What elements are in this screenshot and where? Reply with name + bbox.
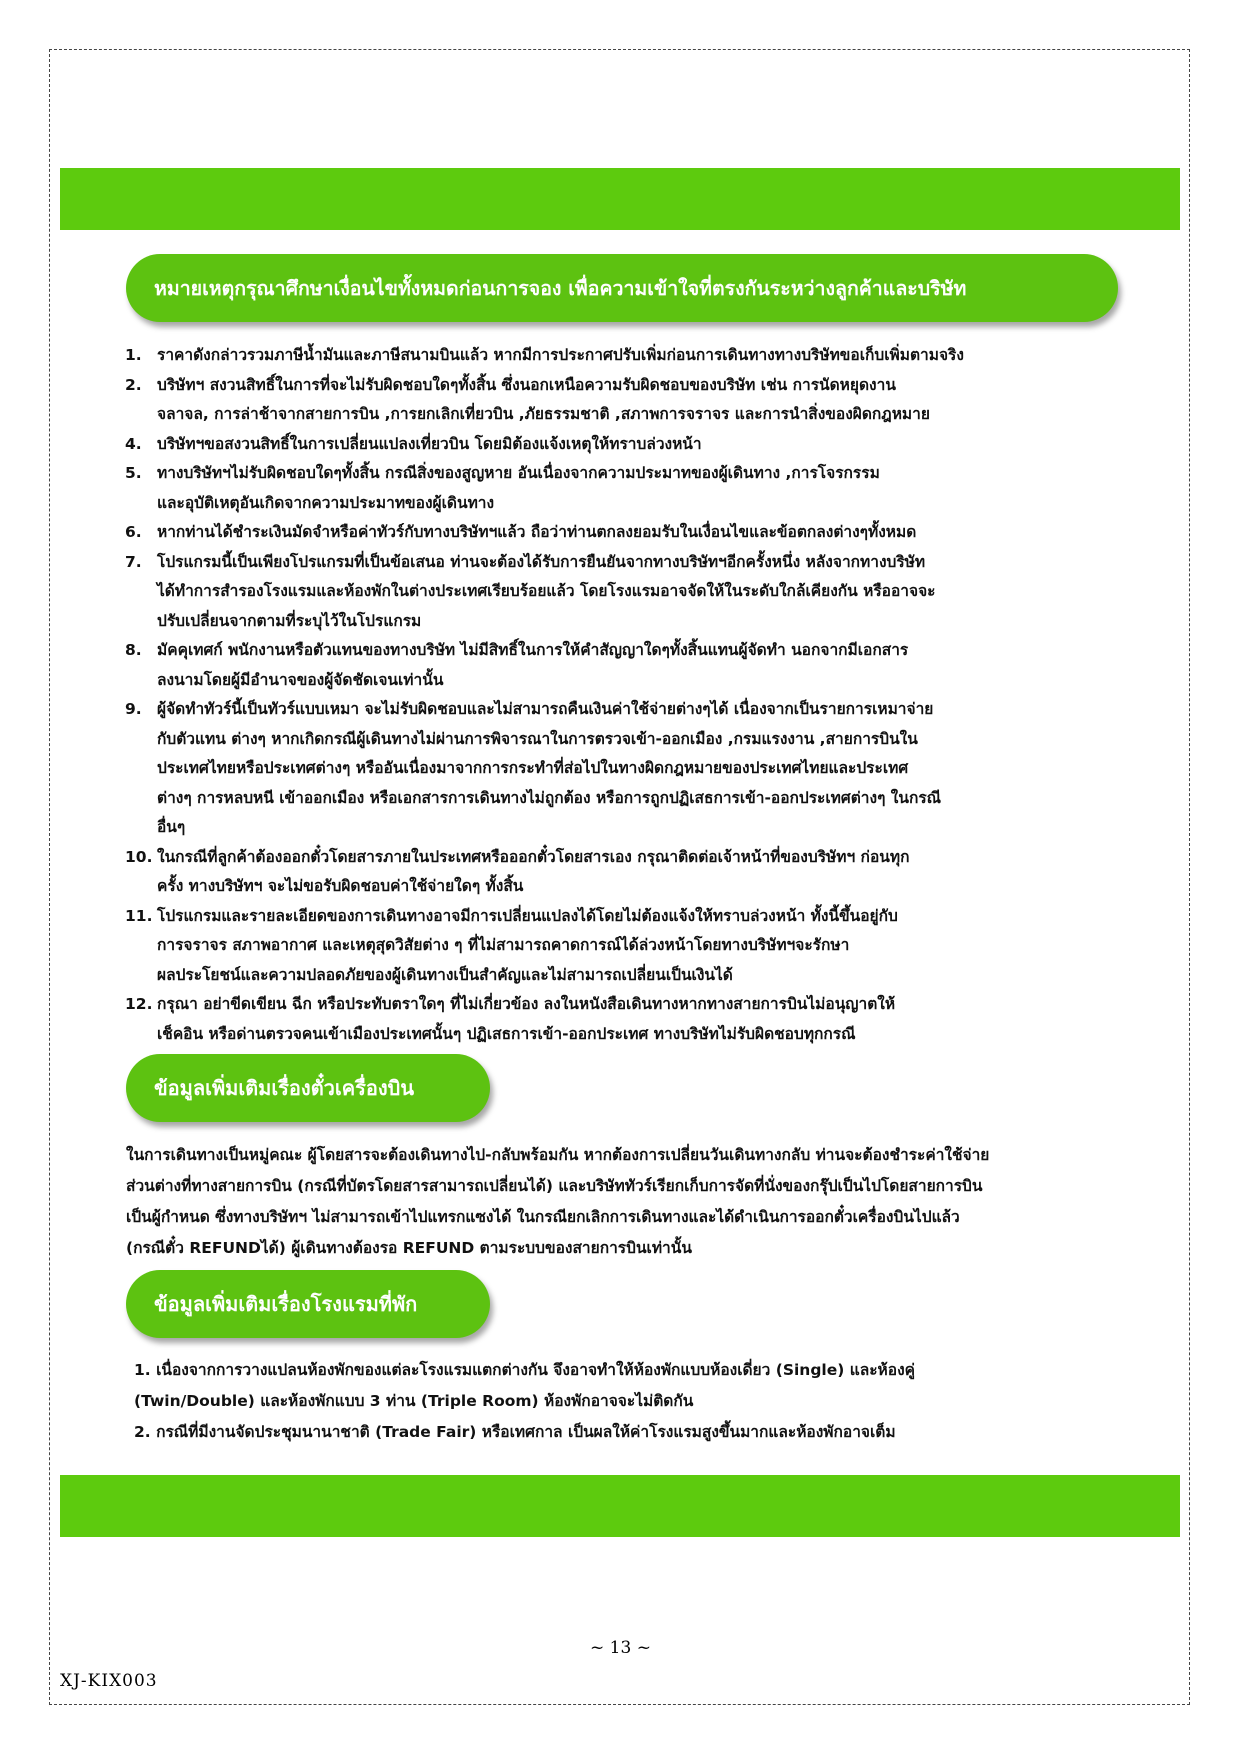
note-number: 11. (125, 906, 153, 925)
note-number: 7. (125, 552, 142, 571)
note-line: ครั้ง ทางบริษัทฯ จะไม่ขอรับผิดชอบค่าใช้จ่ายใดๆ ทั้งสิ้น (157, 877, 524, 895)
note-line: ได้ทำการสำรองโรงแรมและห้องพักในต่างประเทศเรียบร้อยแล้ว โดยโรงแรมอาจจัดให้ในระดับใกล้เคียงกัน หรืออาจจะ (157, 582, 936, 600)
note-item (125, 430, 1125, 460)
note-line: หากท่านได้ชำระเงินมัดจำหรือค่าทัวร์กับทางบริษัทฯแล้ว ถือว่าท่านตกลงยอมรับในเงื่อนไขและข้อตกลงต่างๆทั้งหมด (157, 523, 917, 541)
note-number: 1. (125, 346, 142, 364)
note-line: ในกรณีที่ลูกค้าต้องออกตั๋วโดยสารภายในประเทศหรือออกตั๋วโดยสารเอง กรุณาติดต่อเจ้าหน้าที่ของบริษัทฯ ก่อนทุก (157, 847, 910, 866)
flight-info-line: เป็นผู้กำหนด ซึ่งทางบริษัทฯ ไม่สามารถเข้าไปแทรกแซงได้ ในกรณียกเลิกการเดินทางและได้ดำเนินการออกตั๋วเครื่องบินไปแล้ว (126, 1208, 960, 1226)
note-line: ผู้จัดทำทัวร์นี้เป็นทัวร์แบบเหมา จะไม่รับผิดชอบและไม่สามารถคืนเงินค่าใช้จ่ายต่างๆได้ เนื่องจากเป็นรายการเหมาจ่าย (157, 700, 934, 718)
note-line: และอุบัติเหตุอันเกิดจากความประมาทของผู้เดินทาง (157, 493, 495, 512)
note-number: 6. (125, 523, 142, 541)
flight-info-paragraph (126, 1140, 1126, 1264)
note-item (125, 371, 1125, 430)
note-item (125, 518, 1125, 548)
note-line: การจราจร สภาพอากาศ และเหตุสุดวิสัยต่าง ๆ ที่ไม่สามารถคาดการณ์ได้ล่วงหน้าโดยทางบริษัทฯจะรักษา (157, 936, 850, 954)
flight-info-line: (กรณีตั๋ว REFUNDได้) ผู้เดินทางต้องรอ REFUND ตามระบบของสายการบินเท่านั้น (126, 1239, 692, 1257)
note-line: ลงนามโดยผู้มีอำนาจของผู้จัดชัดเจนเท่านั้น (157, 670, 444, 689)
notes-section-title: หมายเหตุกรุณาศึกษาเงื่อนไขทั้งหมดก่อนการจอง เพื่อความเข้าใจที่ตรงกันระหว่างลูกค้าและบริษัท (126, 254, 1118, 322)
flight-info-line: ส่วนต่างที่ทางสายการบิน (กรณีที่บัตรโดยสารสามารถเปลี่ยนได้) และบริษัททัวร์เรียกเก็บการจัดที่นั่งของกรุ๊ปเป็นไปโดยสายการบิน (126, 1177, 983, 1195)
note-number: 10. (125, 847, 153, 866)
page-number: ~ 13 ~ (590, 1638, 651, 1658)
note-line: ประเทศไทยหรือประเทศต่างๆ หรืออันเนื่องมาจากการกระทำที่ส่อไปในทางผิดกฎหมายของประเทศไทยและประเทศ (157, 759, 909, 777)
note-item (125, 902, 1125, 991)
note-item (125, 459, 1125, 518)
note-line: โปรแกรมและรายละเอียดของการเดินทางอาจมีการเปลี่ยนแปลงได้โดยไม่ต้องแจ้งให้ทราบล่วงหน้า ทั้งนี้ขึ้นอยู่กับ (157, 906, 898, 925)
note-line: จลาจล, การล่าช้าจากสายการบิน ,การยกเลิกเที่ยวบิน ,ภัยธรรมชาติ ,สภาพการจราจร และการนำสิ่งของผิดกฎหมาย (157, 405, 930, 423)
note-line: ทางบริษัทฯไม่รับผิดชอบใดๆทั้งสิ้น กรณีสิ่งของสูญหาย อันเนื่องจากความประมาทของผู้เดินทาง ,การโจรกรรม (157, 464, 880, 482)
note-line: โปรแกรมนี้เป็นเพียงโปรแกรมที่เป็นข้อเสนอ ท่านจะต้องได้รับการยืนยันจากทางบริษัทฯอีกครั้งหนึ่ง หลังจากทางบริษัท (157, 552, 926, 571)
note-number: 8. (125, 641, 142, 659)
note-line: อื่นๆ (157, 818, 186, 836)
note-line: ปรับเปลี่ยนจากตามที่ระบุไว้ในโปรแกรม (157, 611, 422, 630)
hotel-info-item: 2. กรณีที่มีงานจัดประชุมนานาชาติ (Trade Fair) หรือเทศกาล เป็นผลให้ค่าโรงแรมสูงขึ้นมากและห้องพักอาจเต็ม (134, 1423, 896, 1441)
note-number: 4. (125, 434, 142, 453)
note-line: ต่างๆ การหลบหนี เข้าออกเมือง หรือเอกสารการเดินทางไม่ถูกต้อง หรือการถูกปฏิเสธการเข้า-ออกประเทศต่างๆ ในกรณี (157, 788, 942, 807)
hotel-info-item: (Twin/Double) และห้องพักแบบ 3 ท่าน (Triple Room) ห้องพักอาจจะไม่ติดกัน (134, 1392, 694, 1410)
note-line: มัคคุเทศก์ พนักงานหรือตัวแทนของทางบริษัท ไม่มีสิทธิ์ในการให้คำสัญญาใดๆทั้งสิ้นแทนผู้จัดทำ นอกจากมีเอกสาร (157, 641, 909, 659)
document-code: XJ-KIX003 (60, 1671, 158, 1691)
hotel-info-list (126, 1355, 1126, 1448)
note-item (125, 636, 1125, 695)
note-item (125, 695, 1125, 843)
note-line: กับตัวแทน ต่างๆ หากเกิดกรณีผู้เดินทางไม่ผ่านการพิจารณาในการตรวจเข้า-ออกเมือง ,กรมแรงงาน ,สายการบินใน (157, 729, 918, 748)
note-number: 5. (125, 464, 142, 482)
flight-info-title: ข้อมูลเพิ่มเติมเรื่องตั๋วเครื่องบิน (126, 1054, 490, 1122)
note-item (125, 843, 1125, 902)
note-number: 2. (125, 375, 142, 394)
note-line: กรุณา อย่าขีดเขียน ฉีก หรือประทับตราใดๆ ที่ไม่เกี่ยวข้อง ลงในหนังสือเดินทางหากทางสายการบินไม่อนุญาตให้ (157, 995, 896, 1013)
note-line: เช็คอิน หรือด่านตรวจคนเข้าเมืองประเทศนั้นๆ ปฏิเสธการเข้า-ออกประเทศ ทางบริษัทไม่รับผิดชอบทุกกรณี (157, 1024, 856, 1043)
note-item (125, 990, 1125, 1049)
note-line: ผลประโยชน์และความปลอดภัยของผู้เดินทางเป็นสำคัญและไม่สามารถเปลี่ยนเป็นเงินได้ (157, 965, 733, 984)
note-item (125, 548, 1125, 637)
note-number: 12. (125, 995, 153, 1013)
header-green-band (60, 168, 1180, 230)
hotel-info-title: ข้อมูลเพิ่มเติมเรื่องโรงแรมที่พัก (126, 1270, 490, 1338)
note-item (125, 341, 1125, 371)
note-line: บริษัทฯขอสงวนสิทธิ์ในการเปลี่ยนแปลงเที่ยวบิน โดยมิต้องแจ้งเหตุให้ทราบล่วงหน้า (157, 434, 702, 453)
note-number: 9. (125, 700, 142, 718)
footer-green-band (60, 1475, 1180, 1537)
note-line: บริษัทฯ สงวนสิทธิ์ในการที่จะไม่รับผิดชอบใดๆทั้งสิ้น ซึ่งนอกเหนือความรับผิดชอบของบริษัท เช่น การนัดหยุดงาน (157, 375, 896, 394)
note-line: ราคาดังกล่าวรวมภาษีน้ำมันและภาษีสนามบินแล้ว หากมีการประกาศปรับเพิ่มก่อนการเดินทางทางบริษัทขอเก็บเพิ่มตามจริง (157, 346, 964, 364)
notes-list (125, 341, 1125, 1049)
hotel-info-item: 1. เนื่องจากการวางแปลนห้องพักของแต่ละโรงแรมแตกต่างกัน จึงอาจทำให้ห้องพักแบบห้องเดี่ยว (Single) และห้องคู่ (134, 1361, 916, 1379)
flight-info-line: ในการเดินทางเป็นหมู่คณะ ผู้โดยสารจะต้องเดินทางไป-กลับพร้อมกัน หากต้องการเปลี่ยนวันเดินทางกลับ ท่านจะต้องชำระค่าใช้จ่าย (126, 1146, 990, 1164)
